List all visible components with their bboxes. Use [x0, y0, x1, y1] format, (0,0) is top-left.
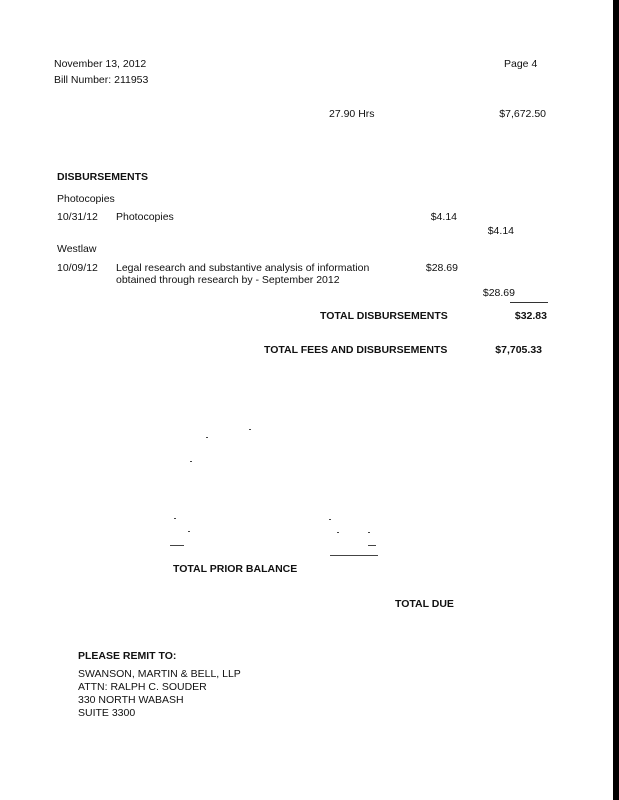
entry-amount: $4.14: [430, 211, 457, 223]
category-photocopies: Photocopies: [57, 193, 115, 205]
scan-speck: [206, 437, 208, 438]
total-fees-disbursements-label: TOTAL FEES AND DISBURSEMENTS: [264, 344, 448, 356]
total-rule: [510, 302, 548, 303]
bill-date: November 13, 2012: [54, 58, 147, 70]
page-number: Page 4: [504, 58, 538, 70]
scan-speck: [330, 555, 378, 556]
scan-speck: [368, 532, 370, 533]
total-disbursements-value: $32.83: [514, 310, 547, 322]
scan-speck: [174, 518, 176, 519]
entry-description: obtained through research by - September 2012: [116, 274, 340, 286]
remit-line: SUITE 3300: [78, 707, 136, 719]
total-disbursements-label: TOTAL DISBURSEMENTS: [320, 310, 448, 322]
entry-date: 10/09/12: [57, 262, 98, 274]
scan-speck: [188, 531, 190, 532]
total-prior-balance-label: TOTAL PRIOR BALANCE: [173, 563, 298, 575]
bill-number: Bill Number: 211953: [54, 74, 149, 86]
remit-title: PLEASE REMIT TO:: [78, 650, 177, 662]
disbursements-title: DISBURSEMENTS: [57, 171, 149, 183]
remit-line: 330 NORTH WABASH: [78, 694, 184, 706]
category-westlaw: Westlaw: [57, 243, 97, 255]
scan-speck: [337, 532, 339, 533]
fees-hours: 27.90 Hrs: [329, 108, 375, 120]
entry-description: Photocopies: [116, 211, 174, 223]
scan-speck: [190, 461, 192, 462]
entry-amount: $28.69: [425, 262, 458, 274]
remit-line: ATTN: RALPH C. SOUDER: [78, 681, 207, 693]
entry-description: Legal research and substantive analysis of information: [116, 262, 370, 274]
subtotal-westlaw: $28.69: [482, 287, 515, 299]
remit-line: SWANSON, MARTIN & BELL, LLP: [78, 668, 241, 680]
subtotal-photocopies: $4.14: [487, 225, 514, 237]
scan-speck: [368, 545, 376, 546]
scan-speck: [249, 429, 251, 430]
scan-edge: [613, 0, 619, 800]
total-fees-disbursements-value: $7,705.33: [495, 344, 542, 356]
scan-speck: [329, 519, 331, 520]
scan-speck: [170, 545, 184, 546]
entry-date: 10/31/12: [57, 211, 98, 223]
fees-amount: $7,672.50: [499, 108, 546, 120]
total-due-label: TOTAL DUE: [395, 598, 454, 610]
